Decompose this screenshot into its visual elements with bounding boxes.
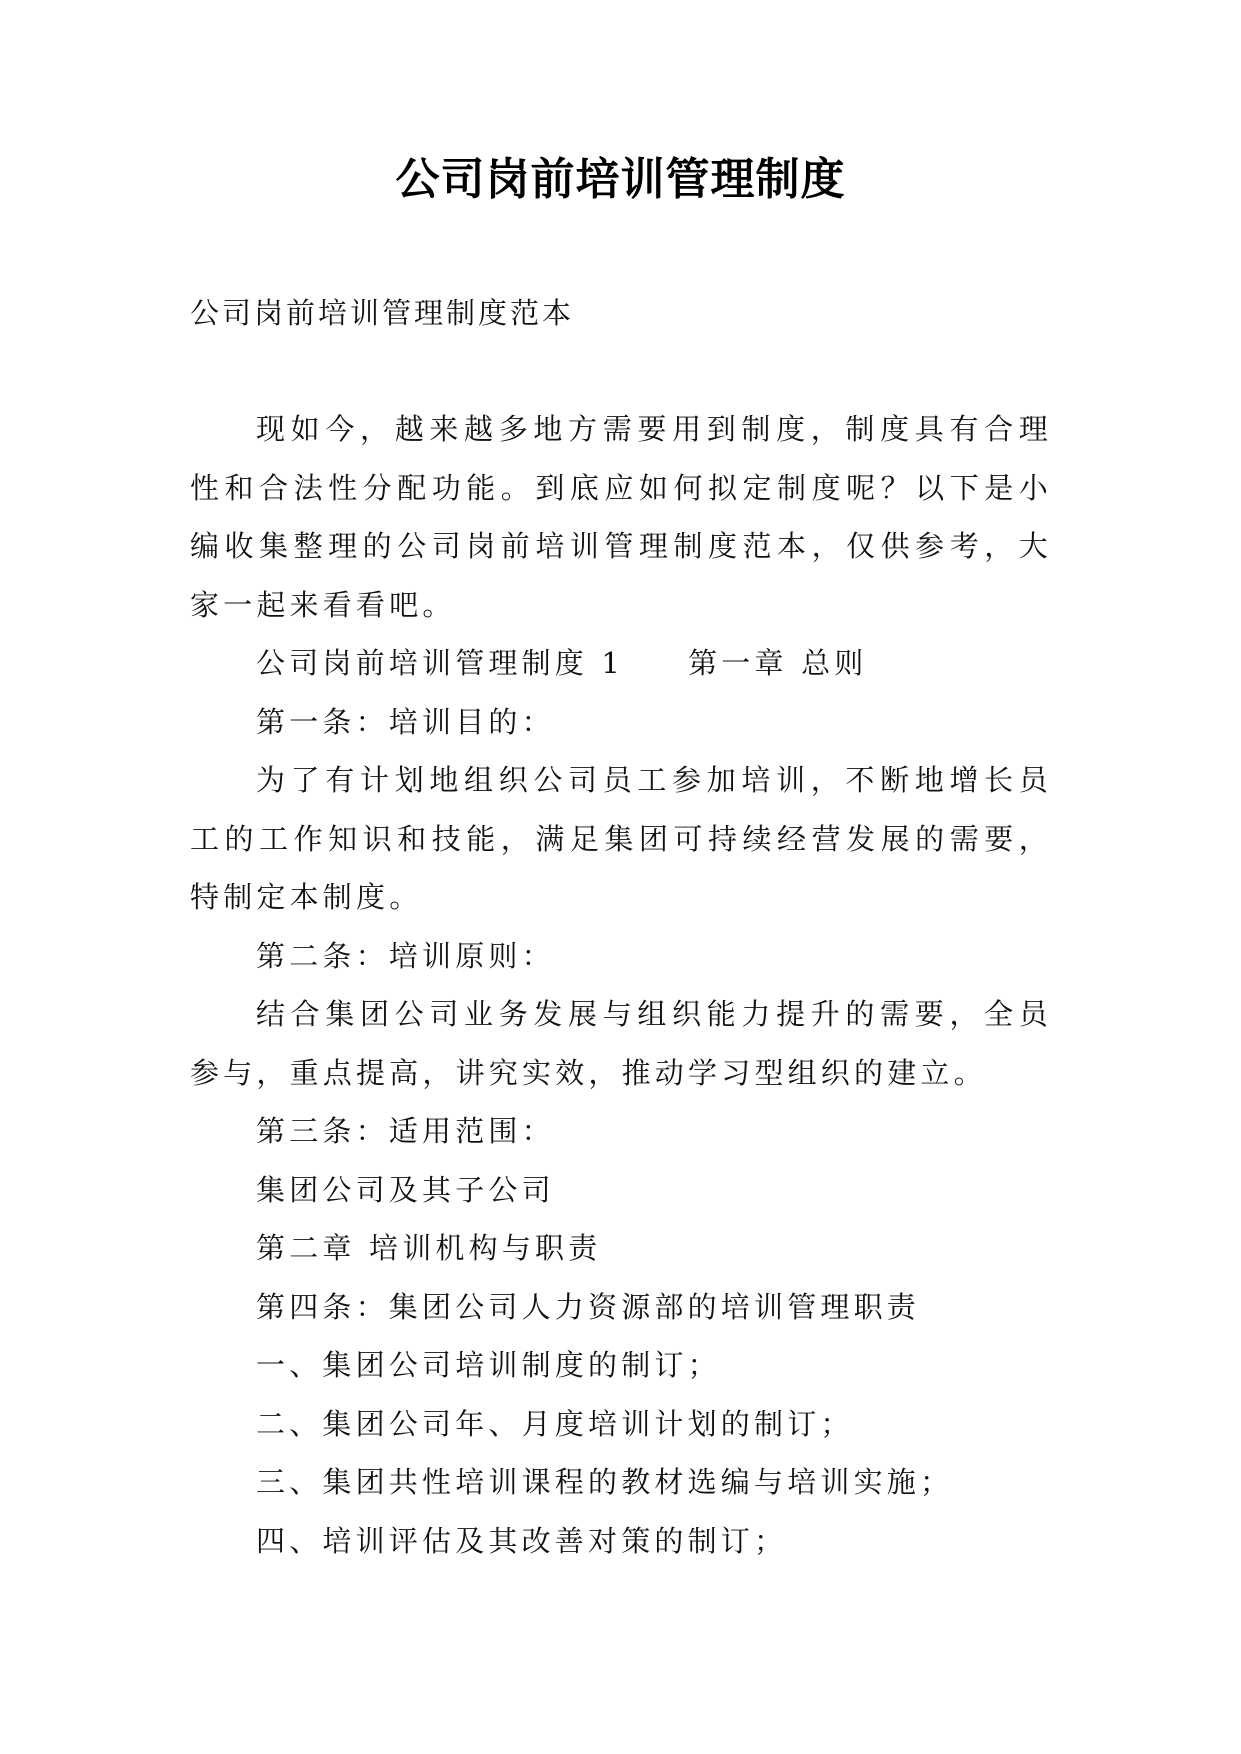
document-title: 公司岗前培训管理制度 — [395, 154, 846, 205]
article-3-title: 第三条：适用范围： — [256, 1114, 555, 1148]
article-2-text: 结合集团公司业务发展与组织能力提升的需要，全员参与，重点提高，讲究实效，推动学习型组织的建立。 — [190, 997, 1052, 1090]
intro-paragraph: 现如今，越来越多地方需要用到制度，制度具有合理性和合法性分配功能。到底应如何拟定制度呢？以下是小编收集整理的公司岗前培训管理制度范本，仅供参考，大家一起来看看吧。 — [190, 412, 1052, 622]
article-4-title: 第四条：集团公司人力资源部的培训管理职责 — [256, 1289, 921, 1324]
chapter-1-title: 第一章 总则 — [688, 646, 868, 680]
section-heading-line — [190, 634, 1052, 693]
article-3-text: 集团公司及其子公司 — [256, 1172, 555, 1207]
document-subtitle: 公司岗前培训管理制度范本 — [190, 296, 575, 330]
article-1-title: 第一条：培训目的： — [256, 704, 555, 739]
duty-item: 三、集团共性培训课程的教材选编与培训实施； — [256, 1465, 954, 1499]
chapter-2-title: 第二章 培训机构与职责 — [256, 1231, 602, 1265]
article-2-title: 第二条：培训原则： — [256, 938, 555, 973]
article-1-text: 为了有计划地组织公司员工参加培训，不断地增长员工的工作知识和技能，满足集团可持续经营发展的需要，特制定本制度。 — [190, 763, 1052, 914]
section-heading: 公司岗前培训管理制度 1 — [256, 646, 625, 680]
document-body — [190, 400, 1052, 1570]
duty-item: 一、集团公司培训制度的制订； — [256, 1348, 721, 1382]
duty-item: 四、培训评估及其改善对策的制订； — [256, 1523, 788, 1558]
duty-item: 二、集团公司年、月度培训计划的制订； — [256, 1406, 854, 1441]
